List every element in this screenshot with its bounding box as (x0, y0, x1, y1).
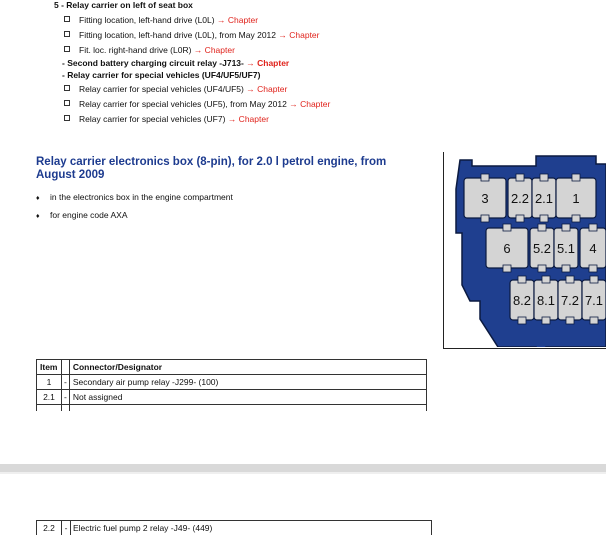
relay-slot-label: 4 (589, 241, 597, 256)
relay-tab (481, 215, 489, 222)
relay-tab (542, 317, 550, 324)
list-item: Relay carrier for special vehicles (UF5), from May 2012 → Chapter (64, 99, 330, 109)
relay-slot-label: 7.1 (584, 293, 604, 308)
checkbox-square-icon (64, 31, 70, 37)
list-item: Fitting location, left-hand drive (L0L) → Chapter (64, 15, 258, 25)
checkbox-square-icon (64, 16, 70, 22)
relay-tab (538, 265, 546, 272)
list-item: Relay carrier for special vehicles (UF4/UF5) → Chapter (64, 84, 287, 94)
table-row-stub (37, 405, 427, 412)
checkbox-square-icon (64, 46, 70, 52)
relay-tab (542, 276, 550, 283)
connector-table (36, 359, 427, 411)
chapter-link[interactable]: → Chapter (193, 45, 235, 55)
chapter-link[interactable]: → Chapter (246, 84, 288, 94)
relay-tab (572, 215, 580, 222)
checkbox-square-icon (64, 100, 70, 106)
relay-tab (518, 317, 526, 324)
chapter-link[interactable]: → Chapter (278, 30, 320, 40)
relay-slot-label: 5.1 (556, 241, 576, 256)
relay-slot-label: 8.2 (512, 293, 532, 308)
chapter-link[interactable]: → Chapter (216, 15, 259, 25)
header-connector: Connector/Designator (69, 360, 426, 375)
relay-tab (540, 174, 548, 181)
relay-tab (538, 224, 546, 231)
relay-tab (590, 276, 598, 283)
relay-tab (590, 317, 598, 324)
checkbox-square-icon (64, 85, 70, 91)
list-item: Fitting location, left-hand drive (L0L), from May 2012 → Chapter (64, 30, 320, 40)
relay-tab (516, 215, 524, 222)
relay-tab (562, 265, 570, 272)
second-battery-item: - Second battery charging circuit relay -J713- → Chapter (62, 58, 290, 68)
relay-tab (516, 174, 524, 181)
relay-tab (562, 224, 570, 231)
relay-slot-label: 2.1 (534, 191, 554, 206)
chapter-link[interactable]: → Chapter (289, 99, 331, 109)
relay-tab (566, 317, 574, 324)
table-row: 1 - Secondary air pump relay -J299- (100) (37, 375, 427, 390)
relay-tab (589, 224, 597, 231)
relay-slot-label: 7.2 (560, 293, 580, 308)
diamond-bullet-icon: ♦ (36, 195, 40, 202)
list-item: Fit. loc. right-hand drive (L0R) → Chapter (64, 45, 235, 55)
relay-tab (518, 276, 526, 283)
relay-tab (481, 174, 489, 181)
header-item: Item (37, 360, 62, 375)
table-row: 2.2 - Electric fuel pump 2 relay -J49- (449) (36, 520, 432, 535)
section-heading: Relay carrier electronics box (8-pin), for 2.0 l petrol engine, from August 2009 (36, 156, 387, 181)
relay-slot-label: 6 (503, 241, 511, 256)
relay-tab (540, 215, 548, 222)
bullet-item: ♦ for engine code AXA (36, 210, 128, 220)
page-break-shadow (0, 472, 606, 474)
special-vehicles-item: - Relay carrier for special vehicles (UF4/UF5/UF7) (62, 70, 261, 80)
relay-tab (572, 174, 580, 181)
relay-tab (503, 265, 511, 272)
item-5-title: 5 - Relay carrier on left of seat box (54, 0, 193, 10)
relay-carrier-diagram (444, 152, 606, 347)
relay-slot-label: 8.1 (536, 293, 556, 308)
chapter-link[interactable]: → Chapter (227, 114, 269, 124)
relay-slot-label: 1 (572, 191, 580, 206)
table-row: 2.1 - Not assigned (37, 390, 427, 405)
header-sep (62, 360, 70, 375)
relay-tab (589, 265, 597, 272)
chapter-link[interactable]: → Chapter (246, 58, 290, 68)
relay-slot-label: 5.2 (532, 241, 552, 256)
diamond-bullet-icon: ♦ (36, 213, 40, 220)
relay-tab (566, 276, 574, 283)
list-item: Relay carrier for special vehicles (UF7) → Chapter (64, 114, 269, 124)
page-break (0, 464, 606, 472)
bullet-item: ♦ in the electronics box in the engine compartment (36, 192, 233, 202)
relay-slot-label: 3 (481, 191, 489, 206)
checkbox-square-icon (64, 115, 70, 121)
relay-slot-label: 2.2 (510, 191, 530, 206)
table-header-row (37, 360, 427, 375)
relay-tab (503, 224, 511, 231)
